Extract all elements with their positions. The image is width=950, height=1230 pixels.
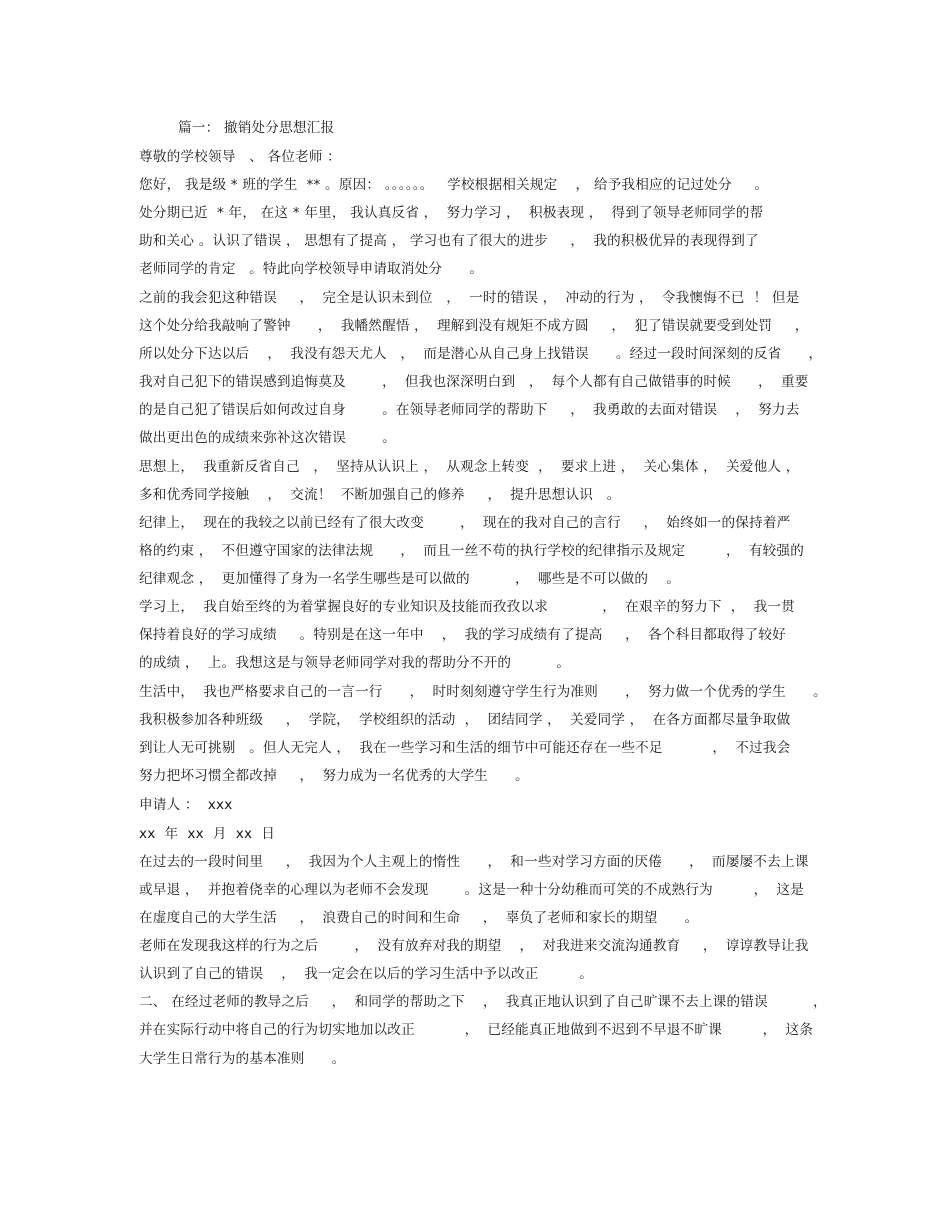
document-title: 篇一： 撤销处分思想汇报	[178, 120, 335, 136]
body-line: 纪律观念 ， 更加懂得了身为一名学生哪些是可以做的 ， 哪些是不可以做的 。	[139, 571, 681, 587]
body-line: 做出更出色的成绩来弥补这次错误 。	[139, 430, 396, 446]
body-line: 到让人无可挑剔 。但人无完人 ， 我在一些学习和生活的细节中可能还存在一些不足 ， 不过我会	[139, 740, 791, 756]
body-line: 所以处分下达以后 ， 我没有怨天尤人 ， 而是潜心从自己身上找错误 。经过一段时间深刻的反省 ，	[139, 346, 823, 362]
body-line: 生活中， 我也严格要求自己的一言一行 ， 时时刻刻遵守学生行为准则 ， 努力做一个优秀的学生 。	[139, 684, 827, 700]
body-line: 大学生日常行为的基本准则 。	[139, 1051, 346, 1067]
body-line: 这个处分给我敲响了警钟 ， 我幡然醒悟 ， 理解到没有规矩不成方圆 ， 犯了错误就要受到处罚 ，	[139, 318, 809, 334]
body-line: 二、 在经过老师的教导之后 ， 和同学的帮助之下 ， 我真正地认识到了自己旷课不去上课的错误 ，	[139, 994, 827, 1010]
body-line: 申请人 ： xxx	[139, 797, 233, 813]
body-line: 努力把坏习惯全都改掉 ， 努力成为一名优秀的大学生 。	[139, 768, 529, 784]
body-line: 助和关心 。认识了错误 ， 思想有了提高 ， 学习也有了很大的进步 ， 我的积极优异的表现得到了	[139, 233, 759, 249]
body-line: 在过去的一段时间里 ， 我因为个人主观上的惰性 ， 和一些对学习方面的厌倦 ， 而屡屡不去上课	[139, 854, 809, 870]
body-line: 纪律上， 现在的我较之以前已经有了很大改变 ， 现在的我对自己的言行 ， 始终如一的保持着严	[139, 515, 791, 531]
body-line: 的成绩 ， 上。我想这是与领导老师同学对我的帮助分不开的 。	[139, 655, 571, 671]
body-line: xx 年 xx 月 xx 日	[139, 826, 276, 842]
body-line: 的是自己犯了错误后如何改过自身 。在领导老师同学的帮助下 ， 我勇敢的去面对错误 ， 努力去	[139, 402, 800, 418]
body-line: 我对自己犯下的错误感到追悔莫及 ， 但我也深深明白到 ， 每个人都有自己做错事的时候 ， 重要	[139, 374, 809, 390]
body-line: 老师同学的肯定 。特此向学校领导申请取消处分 。	[139, 261, 484, 277]
body-line: 您好， 我是级 * 班的学生 ** 。原因： 。。。。。。 学校根据相关规定 ， 给予我相应的记过处分 。	[139, 177, 769, 193]
body-line: 思想上， 我重新反省自己 ， 坚持从认识上 ， 从观念上转变 ， 要求上进 ， 关心集体 ， 关爱他人 ，	[139, 459, 800, 475]
body-line: 尊敬的学校领导 、 各位老师 ：	[139, 149, 341, 165]
body-line: 或早退 ， 并抱着侥幸的心理以为老师不会发现 。这是一种十分幼稚而可笑的不成熟行为 ， 这是	[139, 882, 805, 898]
body-line: 我积极参加各种班级 ， 学院， 学校组织的活动 ， 团结同学 ， 关爱同学 ， 在各方面都尽量争取做	[139, 712, 791, 728]
body-line: 学习上， 我自始至终的为着掌握良好的专业知识及技能而孜孜以求 ， 在艰辛的努力下 ， 我一贯	[139, 599, 795, 615]
body-line: 多和优秀同学接触 ， 交流！ 不断加强自己的修养 ， 提升思想认识 。	[139, 487, 621, 503]
body-line: 保持着良好的学习成绩 。特别是在这一年中 ， 我的学习成绩有了提高 ， 各个科目都取得了较好	[139, 627, 786, 643]
body-line: 在虚度自己的大学生活 ， 浪费自己的时间和生命 ， 辜负了老师和家长的期望 。	[139, 910, 699, 926]
body-line: 认识到了自己的错误 ， 我一定会在以后的学习生活中予以改正 。	[139, 966, 594, 982]
body-line: 老师在发现我这样的行为之后 ， 没有放弃对我的期望 ， 对我进来交流沟通教育 ， 谆谆教导让我	[139, 938, 809, 954]
body-line: 格的约束 ， 不但遵守国家的法律法规 ， 而且一丝不苟的执行学校的纪律指示及规定 ， 有较强的	[139, 543, 805, 559]
body-line: 并在实际行动中将自己的行为切实地加以改正 ， 已经能真正地做到不迟到不早退不旷课 ， 这条	[139, 1022, 814, 1038]
body-line: 之前的我会犯这种错误 ， 完全是认识未到位 ， 一时的错误 ， 冲动的行为 ， 令我懊悔不已 ！ 但是	[139, 290, 800, 306]
body-line: 处分期已近 * 年， 在这 * 年里， 我认真反省 ， 努力学习 ， 积极表现 ， 得到了领导老师同学的帮	[139, 205, 764, 221]
